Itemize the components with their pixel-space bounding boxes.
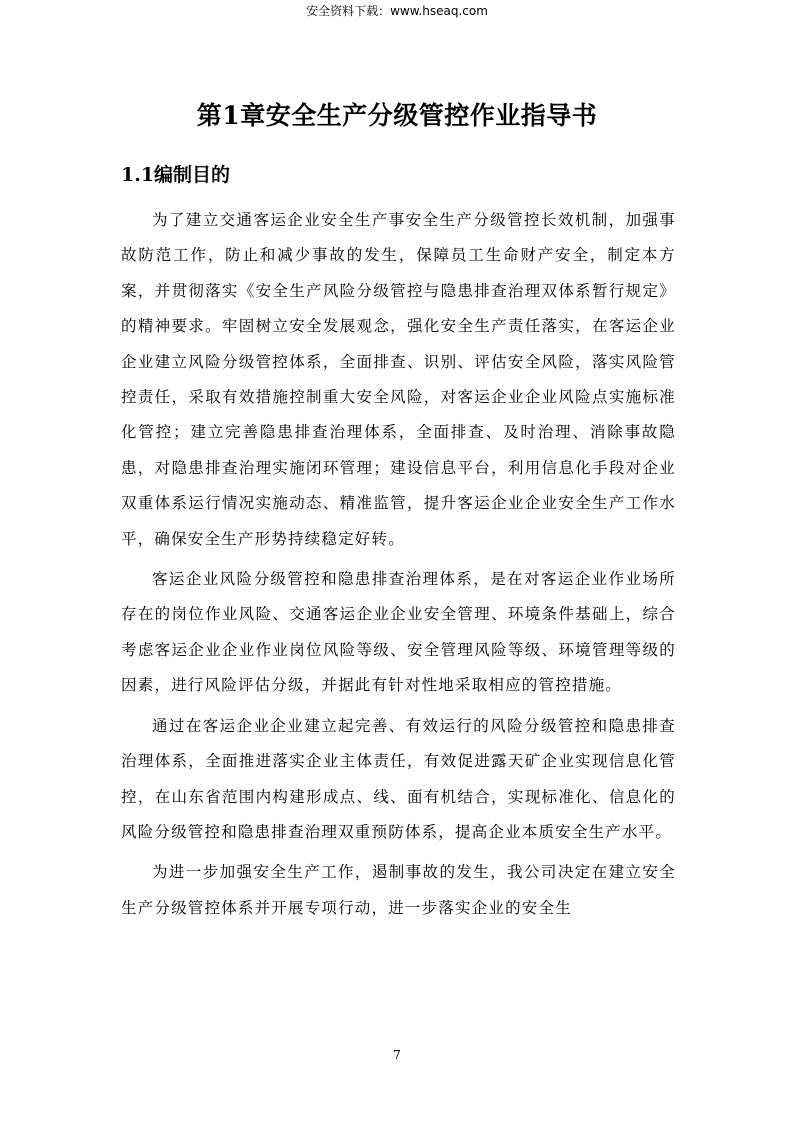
section-heading: 1.1编制目的 [121, 164, 231, 186]
paragraph-purpose: 为了建立交通客运企业安全生产事安全生产分级管控长效机制，加强事故防范工作，防止和减少事故的发生，保障员工生命财产安全，制定本方案，并贯彻落实《安全生产风险分级管控与隐患排查治理双体系暂行规定》的精神要求。牢固树立安全发展观念，强化安全生产责任落实，在客运企业企业建立风险分级管控体系，全面排查、识别、评估安全风险，落实风险管控责任，采取有效措施控制重大安全风险，对客运企业企业风险点实施标准化管控；建立完善隐患排查治理体系，全面排查、及时治理、消除事故隐患，对隐患排查治理实施闭环管理；建设信息平台，利用信息化手段对企业双重体系运行情况实施动态、精准监管，提升客运企业企业安全生产工作水平，确保安全生产形势持续稳定好转。 [121, 211, 676, 548]
paragraph-goals: 通过在客运企业企业建立起完善、有效运行的风险分级管控和隐患排查治理体系，全面推进落实企业主体责任，有效促进露天矿企业实现信息化管控，在山东省范围内构建形成点、线、面有机结合，实现标准化、信息化的风险分级管控和隐患排查治理双重预防体系，提高企业本质安全生产水平。 [121, 716, 676, 841]
page-header: 安全资料下载：www.hseaq.com [306, 4, 488, 18]
page-number: 7 [393, 1048, 401, 1062]
paragraph-system-definition: 客运企业风险分级管控和隐患排查治理体系，是在对客运企业作业场所存在的岗位作业风险、交通客运企业企业安全管理、环境条件基础上，综合考虑客运企业企业作业岗位风险等级、安全管理风险等级、环境管理等级的因素，进行风险评估分级，并据此有针对性地采取相应的管控措施。 [121, 570, 676, 695]
body-text [121, 203, 676, 931]
chapter-title: 第1章安全生产分级管控作业指导书 [196, 101, 598, 130]
paragraph-action: 为进一步加强安全生产工作，遏制事故的发生，我公司决定在建立安全生产分级管控体系并开展专项行动，进一步落实企业的安全生 [121, 863, 676, 917]
